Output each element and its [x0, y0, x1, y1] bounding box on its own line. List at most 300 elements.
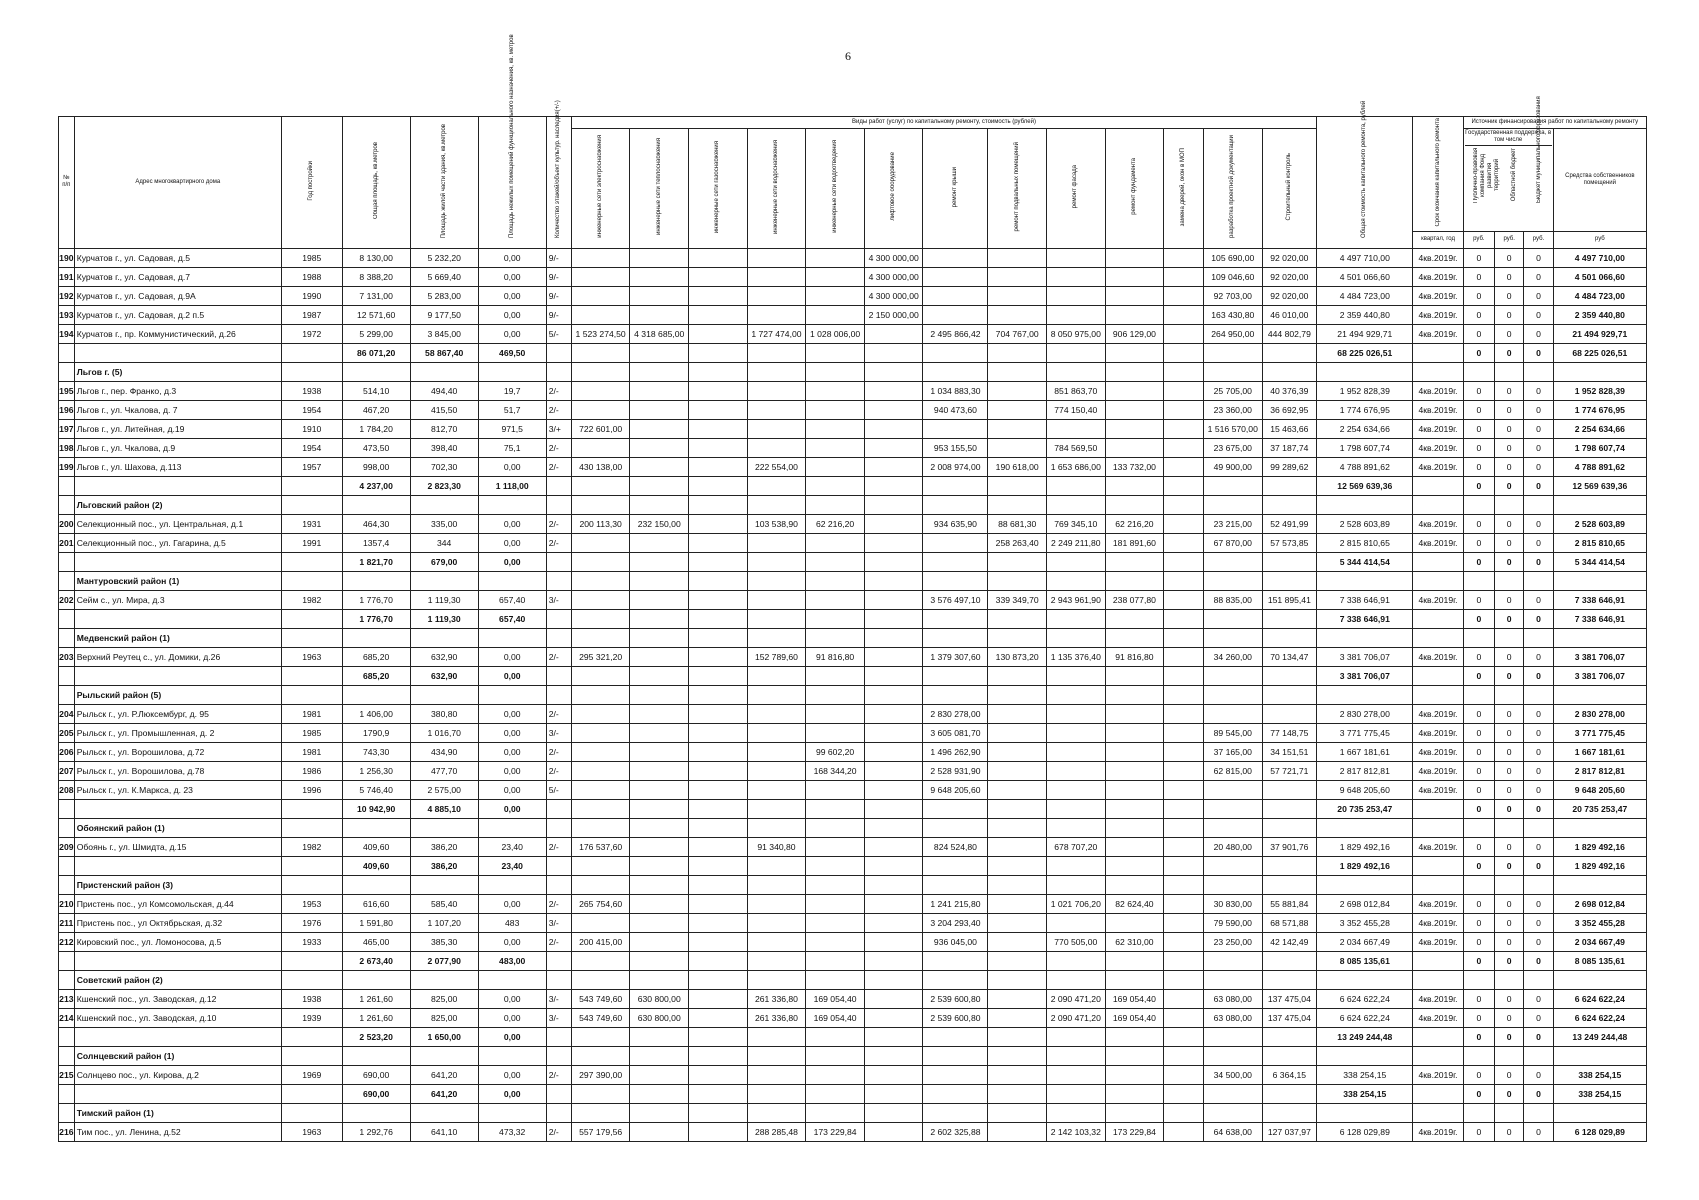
- subtotal-fund: 0: [1463, 343, 1494, 362]
- row-nonliving-area: 473,32: [478, 1122, 546, 1141]
- row-fund: 0: [1463, 913, 1494, 932]
- row-work-cost: 2 008 974,00: [923, 457, 988, 476]
- subtotal-empty: [546, 609, 571, 628]
- group-empty: [1553, 970, 1646, 989]
- row-work-cost: 130 873,20: [988, 647, 1047, 666]
- group-empty: [478, 628, 546, 647]
- row-deadline: 4кв.2019г.: [1413, 305, 1463, 324]
- row-address: Льгов г., ул. Литейная, д.19: [74, 419, 281, 438]
- group-empty: [864, 685, 923, 704]
- row-deadline: 4кв.2019г.: [1413, 742, 1463, 761]
- row-work-cost: 88 835,00: [1203, 590, 1262, 609]
- subtotal-empty: [1413, 343, 1463, 362]
- subtotal-empty: [571, 609, 630, 628]
- row-nonliving-area: 0,00: [478, 305, 546, 324]
- subtotal-empty: [59, 799, 75, 818]
- header-work-3: [747, 129, 806, 249]
- group-empty: [630, 571, 689, 590]
- group-empty: [59, 571, 75, 590]
- group-empty: [689, 875, 748, 894]
- row-work-cost: 1 653 686,00: [1046, 457, 1105, 476]
- subtotal-empty: [1262, 1027, 1317, 1046]
- subtotal-empty: [281, 856, 342, 875]
- table-row: [59, 780, 1647, 799]
- row-work-cost: [1105, 438, 1164, 457]
- table-row: [59, 305, 1647, 324]
- row-deadline: 4кв.2019г.: [1413, 267, 1463, 286]
- row-work-cost: [747, 742, 806, 761]
- row-floors: 2/-: [546, 457, 571, 476]
- row-work-cost: 37 165,00: [1203, 742, 1262, 761]
- row-work-cost: [988, 761, 1047, 780]
- subtotal-empty: [571, 799, 630, 818]
- row-work-cost: [864, 514, 923, 533]
- subtotal-empty: [59, 1084, 75, 1103]
- group-empty: [546, 628, 571, 647]
- row-total-area: 1 784,20: [342, 419, 410, 438]
- row-total-cost: 1 774 676,95: [1317, 400, 1413, 419]
- group-empty: [1105, 1046, 1164, 1065]
- row-work-cost: [747, 723, 806, 742]
- row-total-area: 1357,4: [342, 533, 410, 552]
- subtotal-empty: [1164, 552, 1204, 571]
- row-work-cost: [630, 305, 689, 324]
- row-number: 212: [59, 932, 75, 951]
- subtotal-empty: [1262, 343, 1317, 362]
- district-label: Пристенский район (3): [74, 875, 281, 894]
- row-regional: 0: [1495, 324, 1524, 343]
- subtotal-empty: [59, 951, 75, 970]
- row-floors: 3/-: [546, 989, 571, 1008]
- row-deadline: 4кв.2019г.: [1413, 248, 1463, 267]
- row-work-cost: 40 376,39: [1262, 381, 1317, 400]
- group-empty: [1317, 818, 1413, 837]
- subtotal-empty: [988, 609, 1047, 628]
- group-empty: [1105, 970, 1164, 989]
- group-empty: [1046, 875, 1105, 894]
- subtotal-owners: 5 344 414,54: [1553, 552, 1646, 571]
- row-work-cost: 82 624,40: [1105, 894, 1164, 913]
- row-work-cost: [1046, 248, 1105, 267]
- group-empty: [806, 495, 865, 514]
- group-empty: [478, 875, 546, 894]
- row-work-cost: [689, 400, 748, 419]
- group-empty: [1203, 571, 1262, 590]
- table-row: [59, 438, 1647, 457]
- group-empty: [571, 1046, 630, 1065]
- group-empty: [1105, 875, 1164, 894]
- subtotal-empty: [281, 951, 342, 970]
- row-regional: 0: [1495, 704, 1524, 723]
- group-empty: [478, 1103, 546, 1122]
- group-empty: [1105, 495, 1164, 514]
- row-work-cost: 3 576 497,10: [923, 590, 988, 609]
- group-empty: [1463, 875, 1494, 894]
- row-address: Курчатов г., ул. Садовая, д.9А: [74, 286, 281, 305]
- row-floors: 2/-: [546, 514, 571, 533]
- row-owners: 4 788 891,62: [1553, 457, 1646, 476]
- row-regional: 0: [1495, 400, 1524, 419]
- row-fund: 0: [1463, 457, 1494, 476]
- row-number: 206: [59, 742, 75, 761]
- row-work-cost: [806, 267, 865, 286]
- row-total-cost: 4 497 710,00: [1317, 248, 1413, 267]
- row-municipal: 0: [1524, 305, 1553, 324]
- row-work-cost: 169 054,40: [1105, 1008, 1164, 1027]
- group-empty: [1495, 685, 1524, 704]
- row-owners: 2 528 603,89: [1553, 514, 1646, 533]
- group-empty: [1524, 818, 1553, 837]
- group-empty: [689, 495, 748, 514]
- row-total-cost: 21 494 929,71: [1317, 324, 1413, 343]
- subtotal-nonliving-area: 0,00: [478, 1027, 546, 1046]
- capital-repair-table: [58, 34, 1647, 1142]
- row-work-cost: [747, 704, 806, 723]
- row-work-cost: [923, 248, 988, 267]
- row-work-cost: 67 870,00: [1203, 533, 1262, 552]
- row-work-cost: 222 554,00: [747, 457, 806, 476]
- row-deadline: 4кв.2019г.: [1413, 419, 1463, 438]
- row-fund: 0: [1463, 1122, 1494, 1141]
- row-work-cost: 1 496 262,90: [923, 742, 988, 761]
- row-nonliving-area: 0,00: [478, 932, 546, 951]
- subtotal-empty: [988, 856, 1047, 875]
- row-work-cost: [806, 248, 865, 267]
- subtotal-empty: [923, 951, 988, 970]
- row-fund: 0: [1463, 400, 1494, 419]
- row-municipal: 0: [1524, 248, 1553, 267]
- group-empty: [1317, 1046, 1413, 1065]
- row-work-cost: [689, 932, 748, 951]
- row-work-cost: 630 800,00: [630, 1008, 689, 1027]
- table-row: [59, 533, 1647, 552]
- table-row: [59, 742, 1647, 761]
- row-work-cost: [747, 286, 806, 305]
- group-empty: [410, 1046, 478, 1065]
- row-total-cost: 2 817 812,81: [1317, 761, 1413, 780]
- row-work-cost: [747, 267, 806, 286]
- subtotal-empty: [1203, 552, 1262, 571]
- row-work-cost: 784 569,50: [1046, 438, 1105, 457]
- group-empty: [1046, 818, 1105, 837]
- subtotal-empty: [546, 951, 571, 970]
- header-work-label: инженерные сети теплоснабжения: [655, 138, 662, 236]
- subtotal-empty: [571, 552, 630, 571]
- group-empty: [571, 818, 630, 837]
- group-empty: [59, 818, 75, 837]
- row-work-cost: 934 635,90: [923, 514, 988, 533]
- row-total-area: 1 406,00: [342, 704, 410, 723]
- row-floors: 5/-: [546, 780, 571, 799]
- row-work-cost: [806, 419, 865, 438]
- row-total-area: 467,20: [342, 400, 410, 419]
- row-work-cost: [864, 761, 923, 780]
- subtotal-total-cost: 338 254,15: [1317, 1084, 1413, 1103]
- table-row: [59, 1008, 1647, 1027]
- row-work-cost: [689, 286, 748, 305]
- group-empty: [747, 818, 806, 837]
- row-work-cost: [988, 1122, 1047, 1141]
- row-work-cost: 23 675,00: [1203, 438, 1262, 457]
- row-year: 1982: [281, 837, 342, 856]
- row-work-cost: 1 516 570,00: [1203, 419, 1262, 438]
- row-work-cost: 105 690,00: [1203, 248, 1262, 267]
- row-year: 1938: [281, 989, 342, 1008]
- row-work-cost: 34 151,51: [1262, 742, 1317, 761]
- subtotal-municipal: 0: [1524, 856, 1553, 875]
- subtotal-empty: [74, 666, 281, 685]
- row-total-cost: 4 501 066,60: [1317, 267, 1413, 286]
- row-regional: 0: [1495, 381, 1524, 400]
- subtotal-empty: [74, 343, 281, 362]
- row-address: Кшенский пос., ул. Заводская, д.12: [74, 989, 281, 1008]
- group-empty: [571, 875, 630, 894]
- row-living-area: 1 016,70: [410, 723, 478, 742]
- subtotal-living-area: 1 119,30: [410, 609, 478, 628]
- header-work-8: [1046, 129, 1105, 249]
- row-deadline: 4кв.2019г.: [1413, 837, 1463, 856]
- row-living-area: 434,90: [410, 742, 478, 761]
- row-owners: 2 698 012,84: [1553, 894, 1646, 913]
- row-owners: 21 494 929,71: [1553, 324, 1646, 343]
- row-work-cost: [1046, 780, 1105, 799]
- row-work-cost: [747, 894, 806, 913]
- row-work-cost: [630, 704, 689, 723]
- group-empty: [1524, 875, 1553, 894]
- subtotal-empty: [864, 951, 923, 970]
- table-row: [59, 400, 1647, 419]
- row-living-area: 825,00: [410, 1008, 478, 1027]
- header-address-label: Адрес многоквартирного дома: [135, 178, 221, 185]
- row-work-cost: 2 249 211,80: [1046, 533, 1105, 552]
- group-empty: [1463, 1046, 1494, 1065]
- subtotal-fund: 0: [1463, 666, 1494, 685]
- row-living-area: 494,40: [410, 381, 478, 400]
- row-nonliving-area: 0,00: [478, 457, 546, 476]
- group-empty: [342, 571, 410, 590]
- row-fund: 0: [1463, 780, 1494, 799]
- subtotal-total-cost: 8 085 135,61: [1317, 951, 1413, 970]
- row-work-cost: [1164, 400, 1204, 419]
- row-work-cost: [689, 457, 748, 476]
- row-work-cost: 91 816,80: [1105, 647, 1164, 666]
- subtotal-empty: [806, 951, 865, 970]
- group-empty: [806, 1103, 865, 1122]
- group-empty: [571, 571, 630, 590]
- group-empty: [281, 875, 342, 894]
- row-living-area: 9 177,50: [410, 305, 478, 324]
- subtotal-empty: [1262, 1084, 1317, 1103]
- row-work-cost: [806, 457, 865, 476]
- table-row: [59, 457, 1647, 476]
- row-total-cost: 6 128 029,89: [1317, 1122, 1413, 1141]
- subtotal-empty: [923, 552, 988, 571]
- row-work-cost: [864, 704, 923, 723]
- table-body: [59, 248, 1647, 1141]
- group-empty: [1046, 571, 1105, 590]
- row-work-cost: 543 749,60: [571, 1008, 630, 1027]
- group-empty: [1463, 628, 1494, 647]
- group-empty: [988, 685, 1047, 704]
- row-owners: 1 798 607,74: [1553, 438, 1646, 457]
- group-empty: [689, 1046, 748, 1065]
- subtotal-empty: [689, 799, 748, 818]
- group-empty: [1413, 1103, 1463, 1122]
- group-empty: [1553, 362, 1646, 381]
- row-work-cost: [806, 1065, 865, 1084]
- table-row: [59, 286, 1647, 305]
- row-regional: 0: [1495, 932, 1524, 951]
- row-work-cost: [988, 419, 1047, 438]
- subtotal-regional: 0: [1495, 1084, 1524, 1103]
- group-empty: [478, 970, 546, 989]
- header-unit-rub-label: руб.: [1473, 236, 1485, 243]
- header-index-label: № п/п: [62, 175, 71, 189]
- subtotal-nonliving-area: 483,00: [478, 951, 546, 970]
- row-work-cost: [1105, 742, 1164, 761]
- row-nonliving-area: 0,00: [478, 514, 546, 533]
- group-empty: [1413, 818, 1463, 837]
- row-work-cost: [571, 780, 630, 799]
- subtotal-municipal: 0: [1524, 666, 1553, 685]
- row-address: Пристень пос., ул Комсомольская, д.44: [74, 894, 281, 913]
- group-empty: [1495, 628, 1524, 647]
- group-empty: [1203, 685, 1262, 704]
- header-municipal-label: Бюджет муниципального образования: [1535, 96, 1542, 203]
- subtotal-empty: [281, 343, 342, 362]
- row-work-cost: [630, 837, 689, 856]
- header-work-label: ремонт фасада: [1072, 165, 1079, 209]
- row-living-area: 812,70: [410, 419, 478, 438]
- row-work-cost: 769 345,10: [1046, 514, 1105, 533]
- table-row: [59, 932, 1647, 951]
- row-total-area: 743,30: [342, 742, 410, 761]
- row-work-cost: [988, 248, 1047, 267]
- row-work-cost: [747, 1065, 806, 1084]
- group-empty: [806, 571, 865, 590]
- row-total-cost: 1 952 828,39: [1317, 381, 1413, 400]
- group-empty: [342, 818, 410, 837]
- row-work-cost: [1046, 723, 1105, 742]
- row-owners: 2 034 667,49: [1553, 932, 1646, 951]
- row-deadline: 4кв.2019г.: [1413, 1122, 1463, 1141]
- row-municipal: 0: [1524, 894, 1553, 913]
- group-empty: [1553, 1103, 1646, 1122]
- subtotal-empty: [630, 1084, 689, 1103]
- subtotal-empty: [806, 1027, 865, 1046]
- row-address: Сейм с., ул. Мира, д.3: [74, 590, 281, 609]
- row-number: 204: [59, 704, 75, 723]
- header-owners-label: Средства собственников помещений: [1565, 172, 1635, 186]
- row-living-area: 825,00: [410, 989, 478, 1008]
- group-empty: [1262, 818, 1317, 837]
- row-work-cost: [988, 742, 1047, 761]
- row-total-area: 616,60: [342, 894, 410, 913]
- row-total-area: 690,00: [342, 1065, 410, 1084]
- table-row: [59, 989, 1647, 1008]
- group-empty: [59, 1103, 75, 1122]
- subtotal-total-cost: 20 735 253,47: [1317, 799, 1413, 818]
- subtotal-empty: [1105, 343, 1164, 362]
- group-empty: [571, 685, 630, 704]
- subtotal-empty: [59, 1027, 75, 1046]
- subtotal-empty: [59, 609, 75, 628]
- row-work-cost: [1046, 1065, 1105, 1084]
- row-deadline: 4кв.2019г.: [1413, 989, 1463, 1008]
- group-empty: [1524, 1046, 1553, 1065]
- row-municipal: 0: [1524, 457, 1553, 476]
- header-work-11: [1203, 129, 1262, 249]
- group-empty: [571, 495, 630, 514]
- group-empty: [747, 875, 806, 894]
- district-label: Тимский район (1): [74, 1103, 281, 1122]
- row-work-cost: [1164, 514, 1204, 533]
- row-work-cost: 68 571,88: [1262, 913, 1317, 932]
- group-empty: [988, 1046, 1047, 1065]
- row-deadline: 4кв.2019г.: [1413, 932, 1463, 951]
- row-year: 1996: [281, 780, 342, 799]
- header-work-6: [923, 129, 988, 249]
- subtotal-regional: 0: [1495, 799, 1524, 818]
- subtotal-empty: [1203, 476, 1262, 495]
- group-empty: [1524, 628, 1553, 647]
- row-address: Льгов г., ул. Чкалова, д. 7: [74, 400, 281, 419]
- header-unit-rub-label: руб.: [1532, 236, 1545, 243]
- subtotal-empty: [74, 1084, 281, 1103]
- header-work-label: Строительный контроль: [1285, 153, 1292, 221]
- row-regional: 0: [1495, 438, 1524, 457]
- group-empty: [747, 362, 806, 381]
- row-total-area: 998,00: [342, 457, 410, 476]
- row-work-cost: [1164, 1065, 1204, 1084]
- header-work-2: [689, 129, 748, 249]
- row-address: Селекционный пос., ул. Центральная, д.1: [74, 514, 281, 533]
- row-nonliving-area: 75,1: [478, 438, 546, 457]
- subtotal-empty: [806, 476, 865, 495]
- row-work-cost: 258 263,40: [988, 533, 1047, 552]
- header-deadline: [1413, 117, 1463, 232]
- group-empty: [923, 1046, 988, 1065]
- row-work-cost: [689, 837, 748, 856]
- row-work-cost: 92 020,00: [1262, 286, 1317, 305]
- subtotal-regional: 0: [1495, 666, 1524, 685]
- row-work-cost: 23 360,00: [1203, 400, 1262, 419]
- subtotal-empty: [281, 666, 342, 685]
- row-living-area: 641,20: [410, 1065, 478, 1084]
- row-address: Курчатов г., ул. Садовая, д.5: [74, 248, 281, 267]
- row-work-cost: [988, 1065, 1047, 1084]
- group-empty: [864, 818, 923, 837]
- row-work-cost: [630, 894, 689, 913]
- header-work-label: инженерные сети газоснабжения: [714, 140, 721, 233]
- group-empty: [478, 571, 546, 590]
- row-municipal: 0: [1524, 989, 1553, 1008]
- row-fund: 0: [1463, 248, 1494, 267]
- subtotal-empty: [689, 1084, 748, 1103]
- row-work-cost: 232 150,00: [630, 514, 689, 533]
- row-total-cost: 7 338 646,91: [1317, 590, 1413, 609]
- subtotal-total-area: 690,00: [342, 1084, 410, 1103]
- header-unit-rub-label: руб.: [1503, 236, 1515, 243]
- group-empty: [281, 685, 342, 704]
- header-floors-label: Количество этажей/объект культур. наследия(+/-): [555, 100, 562, 239]
- row-work-cost: [630, 761, 689, 780]
- row-work-cost: 133 732,00: [1105, 457, 1164, 476]
- group-empty: [1164, 362, 1204, 381]
- group-empty: [281, 571, 342, 590]
- header-work-4: [806, 129, 865, 249]
- row-work-cost: [988, 989, 1047, 1008]
